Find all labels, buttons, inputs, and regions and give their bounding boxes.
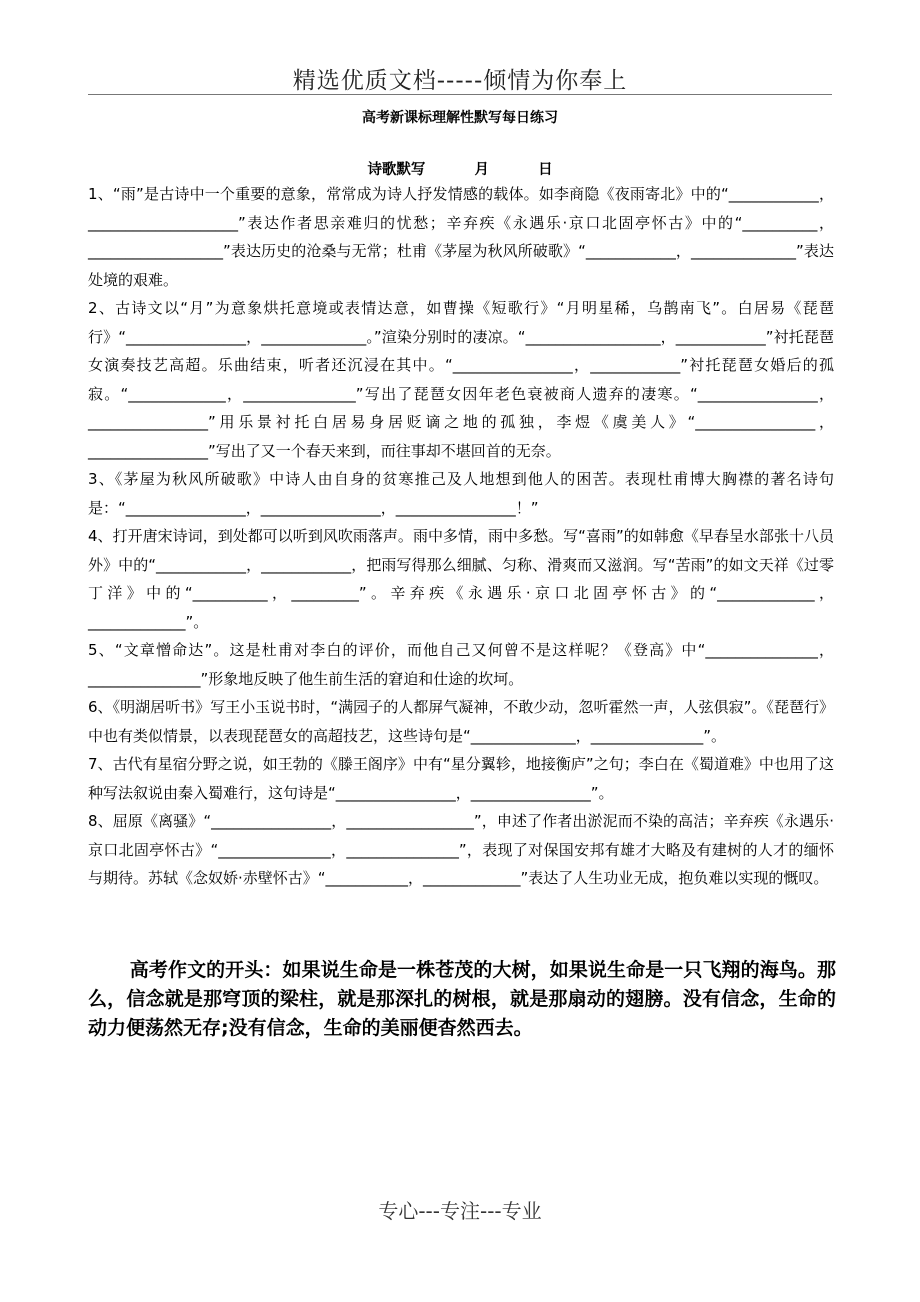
subtitle-month: 月 bbox=[474, 162, 489, 178]
essay-opening-paragraph: 高考作文的开头：如果说生命是一株苍茂的大树，如果说生命是一只飞翔的海鸟。那么，信念就是那穹顶的梁柱，就是那深扎的树根，就是那扇动的翅膀。没有信念，生命的动力便荡然无存;没有信念，生命的美丽便杳然西去。 bbox=[88, 959, 836, 1039]
question-list bbox=[88, 180, 834, 893]
subtitle-day: 日 bbox=[538, 162, 553, 178]
question-item: 7、古代有星宿分野之说，如王勃的《滕王阁序》中有“星分翼轸，地接衡庐”之句；李白在《蜀道难》中也用了这种写法叙说由秦入蜀难行，这句诗是“________________，________________”。 bbox=[88, 755, 834, 802]
section-subtitle bbox=[0, 158, 920, 179]
question-item: 8、屈原《离骚》“________________，_________________”，申述了作者出淤泥而不染的高洁；辛弃疾《永遇乐·京口北固亭怀古》“_______________，_______________”，表现了对保国安邦有雄才大略及有建树的人才的缅怀与期待。苏轼《念奴娇·赤壁怀古》“___________，_____________”表达了人生功业无成，抱负难以实现的慨叹。 bbox=[88, 812, 834, 887]
page-footer: 专心---专注---专业 bbox=[378, 1199, 542, 1223]
document-title: 高考新课标理解性默写每日练习 bbox=[362, 110, 558, 126]
question-item: 1、“雨”是古诗中一个重要的意象，常常成为诗人抒发情感的载体。如李商隐《夜雨寄北》中的“____________，____________________”表达作者思亲难归的忧愁；辛弃疾《永遇乐·京口北固亭怀古》中的“__________，__________________”表达历史的沧桑与无常；杜甫《茅屋为秋风所破歌》“____________，______________”表达处境的艰难。 bbox=[88, 185, 834, 289]
page-header: 精选优质文档-----倾情为你奉上 bbox=[292, 68, 628, 94]
question-item: 2、古诗文以“月”为意象烘托意境或表情达意，如曹操《短歌行》“月明星稀，乌鹊南飞”。白居易《琵琶行》“________________，______________。”渲染分别时的凄凉。“__________________，____________”衬托琵琶女演奏技艺高超。乐曲结束，听者还沉浸在其中。“________________，____________”衬托琵琶女婚后的孤寂。“_____________，_______________”写出了琵琶女因年老色衰被商人遗弃的凄寒。“________________，________________”用乐景衬托白居易身居贬谪之地的孤独，李煜《虞美人》“________________，________________”写出了又一个春天来到，而往事却不堪回首的无奈。 bbox=[88, 299, 834, 460]
header-divider bbox=[88, 94, 832, 95]
question-item: 5、“文章憎命达”。这是杜甫对李白的评价，而他自己又何曾不是这样呢？《登高》中“_______________，_______________”形象地反映了他生前生活的窘迫和仕途的坎坷。 bbox=[88, 641, 834, 688]
question-item: 3、《茅屋为秋风所破歌》中诗人由自身的贫寒推己及人地想到他人的困苦。表现杜甫博大胸襟的著名诗句是：“________________，________________，________________！” bbox=[88, 470, 834, 517]
question-item: 4、打开唐宋诗词，到处都可以听到风吹雨落声。雨中多情，雨中多愁。写“喜雨”的如韩愈《早春呈水部张十八员外》中的“____________，____________，把雨写得那么细腻、匀称、滑爽而又滋润。写“苦雨”的如文天祥《过零丁洋》中的“__________，_________”。辛弃疾《永遇乐·京口北固亭怀古》的“_____________，_____________”。 bbox=[88, 527, 834, 631]
subtitle-label: 诗歌默写 bbox=[367, 162, 426, 178]
question-item: 6、《明湖居听书》写王小玉说书时，“满园子的人都屏气凝神，不敢少动，忽听霍然一声，人弦俱寂”。《琵琶行》中也有类似情景，以表现琵琶女的高超技艺，这些诗句是“______________，_______________”。 bbox=[88, 698, 834, 745]
